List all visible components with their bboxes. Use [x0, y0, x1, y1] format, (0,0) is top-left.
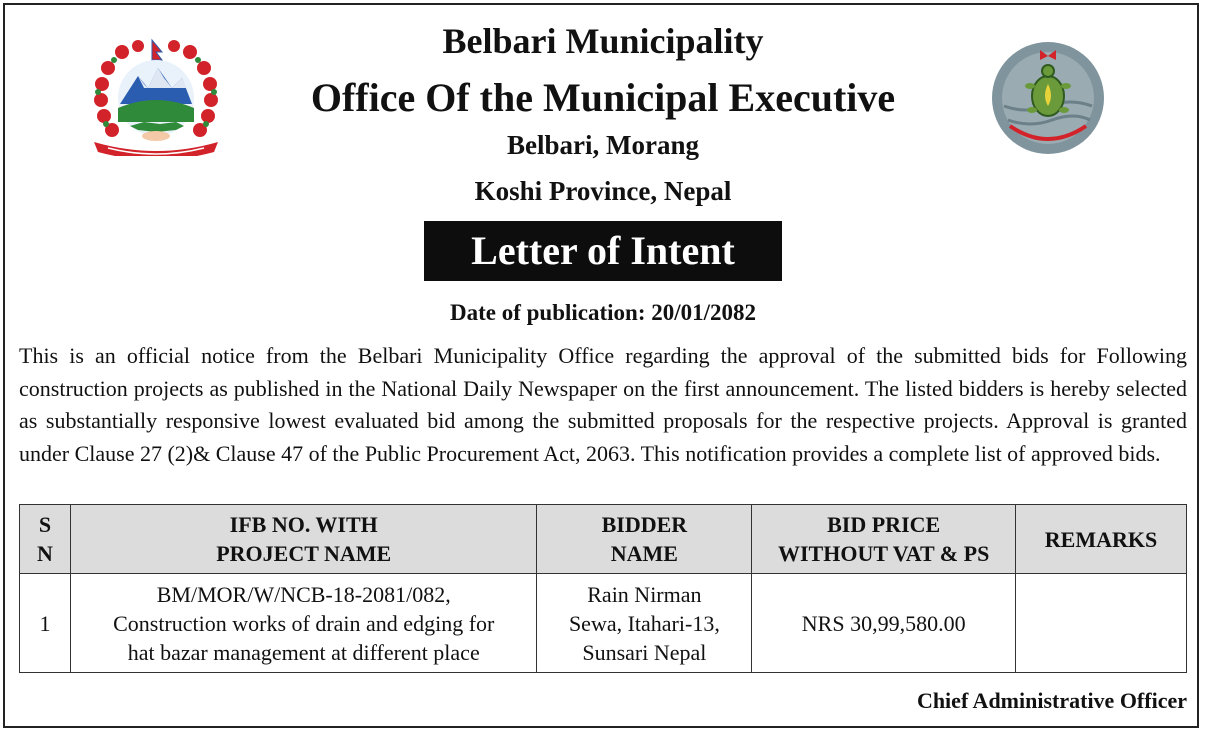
- table-header-row: [20, 505, 1187, 574]
- location: Belbari, Morang: [507, 130, 699, 160]
- remarks-cell: [1016, 574, 1187, 673]
- notice-title: Letter of Intent: [424, 221, 782, 281]
- office-name: Office Of the Municipal Executive: [310, 75, 896, 120]
- price-header: BID PRICE WITHOUT VAT & PS: [752, 505, 1016, 574]
- notice-body: This is an official notice from the Belbari Municipality Office regarding the approval of the submitted bids for Following construction projects as published in the National Daily Newspaper on the first announcement. The listed bidders is hereby selected as substantially responsive lowest evaluated bid among the submitted proposals for the respective projects. Approval is granted under Clause 27 (2)& Clause 47 of the Public Procurement Act, 2063. This notification provides a complete list of approved bids.: [19, 343, 1187, 466]
- bidder-cell: Rain Nirman Sewa, Itahari-13, Sunsari Nepal: [537, 574, 752, 673]
- price-cell: NRS 30,99,580.00: [752, 574, 1016, 673]
- ifb-header: IFB NO. WITH PROJECT NAME: [70, 505, 537, 574]
- remarks-header: REMARKS: [1016, 505, 1187, 574]
- ifb-cell: BM/MOR/W/NCB-18-2081/082, Construction works of drain and edging for hat bazar management at different place: [70, 574, 537, 673]
- sn-header: S N: [20, 505, 71, 574]
- municipality-name: Belbari Municipality: [442, 21, 764, 61]
- signature: Chief Administrative Officer: [916, 688, 1187, 713]
- sn-cell: 1: [20, 574, 71, 673]
- publication-date: Date of publication: 20/01/2082: [449, 300, 757, 325]
- bidder-header: BIDDER NAME: [537, 505, 752, 574]
- bids-table: [19, 504, 1187, 673]
- province: Koshi Province, Nepal: [474, 176, 732, 206]
- table-row: [20, 574, 1187, 673]
